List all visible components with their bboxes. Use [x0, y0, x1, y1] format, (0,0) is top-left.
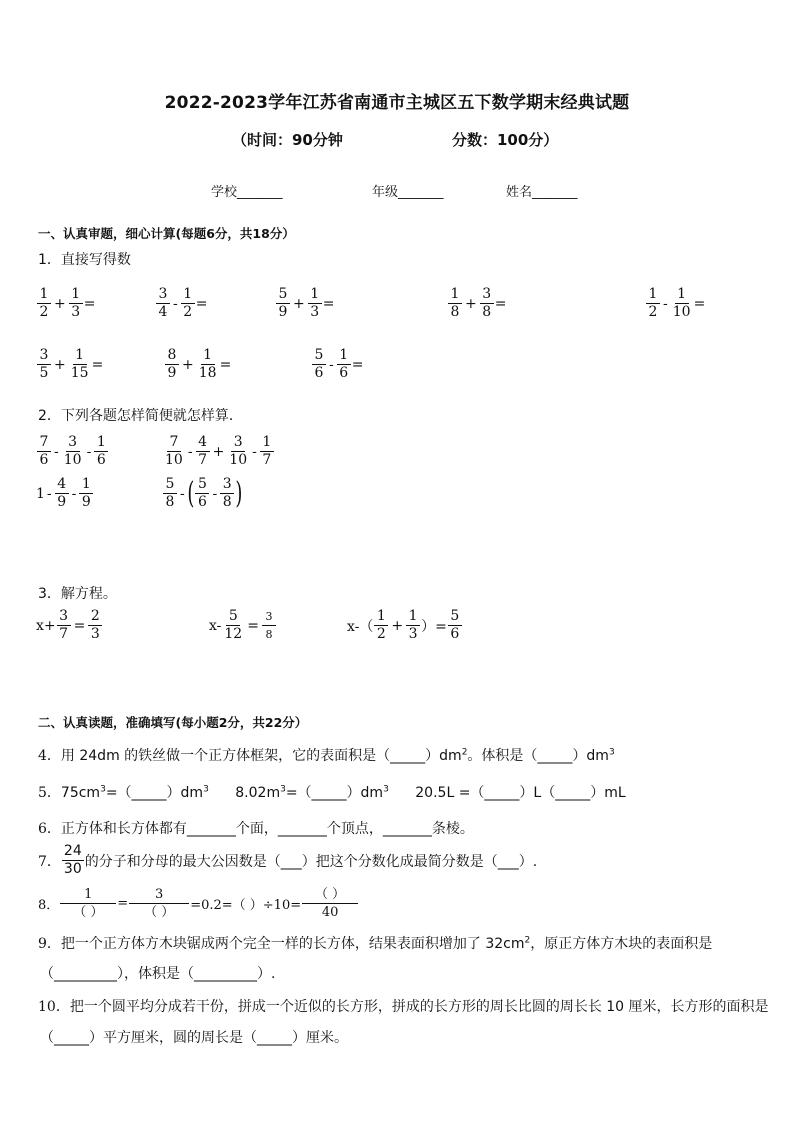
mental-math-item: $\frac{3}{5}$ + $\frac{1}{15}$ = [36, 347, 103, 382]
exam-time: （时间：90分钟 [232, 131, 343, 149]
question-5: 5．$75cm^3=(\_\_\_\_\_)dm^3$ $8.02m^3=(\_\_\_\_\_)dm^3$ 20.5L =（_____）L（_____）mL [38, 784, 626, 801]
section-2-heading: 二、认真读题，准确填写(每小题2分，共22分） [38, 715, 308, 730]
mental-math-item: $\frac{5}{9}$ + $\frac{1}{3}$ = [275, 286, 334, 321]
question-10: 10．把一个圆平均分成若干份，拼成一个近似的长方形，拼成的长方形的周长比圆的周长长 10 厘米，长方形的面积是 [38, 999, 769, 1015]
mental-math-item: $\frac{3}{4}$ - $\frac{1}{2}$ = [155, 286, 207, 321]
simplify-expression-1: $\frac{7}{6}$ - $\frac{3}{10}$ - $\frac{1}{6}$ [36, 434, 109, 469]
mental-math-item: $\frac{5}{6}$ - $\frac{1}{6}$ = [311, 347, 363, 382]
question-10-continued: （_____）平方厘米，圆的周长是（_____）厘米。 [40, 1030, 348, 1046]
mental-math-item: $\frac{1}{2}$ + $\frac{1}{3}$ = [36, 286, 95, 321]
school-field: 学校_______ [211, 185, 283, 200]
mental-math-item: $\frac{1}{8}$ + $\frac{3}{8}$ = [447, 286, 506, 321]
question-8: 8． $\frac{1}{( )}$ = $\frac{3}{( )}$ =0.2=（ ）÷10= $\frac{( )}{40}$ [38, 886, 359, 921]
exam-score: 分数：100分） [452, 131, 559, 149]
question-9: 9．把一个正方体方木块锯成两个完全一样的长方体，结果表面积增加了 $32cm^2$，原正方体方木块的表面积是 [38, 935, 713, 952]
simplify-expression-2: $\frac{7}{10}$ - $\frac{4}{7}$ + $\frac{3}{10}$ - $\frac{1}{7}$ [162, 434, 275, 469]
question-6: 6．正方体和长方体都有_______个面，_______个顶点，_______条棱。 [38, 821, 474, 837]
question-9-continued: （_________），体积是（_________）. [40, 966, 276, 982]
grade-field: 年级_______ [372, 185, 444, 200]
section-1-heading: 一、认真审题，细心计算(每题6分，共18分） [38, 226, 295, 241]
question-7: 7． $\frac{24}{30}$ 的分子和分母的最大公因数是（___）把这个分数化成最简分数是（___）. [38, 843, 538, 877]
question-3-label: 3．解方程。 [38, 586, 117, 602]
equation-3: x-（ $\frac{1}{2}$ + $\frac{1}{3}$ ）= $\frac{5}{6}$ [347, 608, 463, 643]
question-2-label: 2．下列各题怎样简便就怎样算． [38, 408, 243, 424]
equation-1: x+ $\frac{3}{7}$ = $\frac{2}{3}$ [36, 608, 103, 643]
name-field: 姓名_______ [506, 185, 578, 200]
question-1-label: 1．直接写得数 [38, 252, 131, 268]
mental-math-item: $\frac{1}{2}$ - $\frac{1}{10}$ = [645, 286, 705, 321]
page-title: 2022-2023学年江苏省南通市主城区五下数学期末经典试题 [164, 93, 630, 113]
equation-2: x- $\frac{5}{12}$ = $\frac{3}{8}$ [209, 608, 277, 643]
question-4: 4．用 24dm 的铁丝做一个正方体框架，它的表面积是$(\_\_\_\_\_)dm^2$。体积是$(\_\_\_\_\_)dm^3$ [38, 747, 615, 764]
mental-math-item: $\frac{8}{9}$ + $\frac{1}{18}$ = [164, 347, 231, 382]
simplify-expression-3: 1 - $\frac{4}{9}$ - $\frac{1}{9}$ [36, 476, 94, 511]
simplify-expression-4: $\frac{5}{8}$ - ( $\frac{5}{6}$ - $\frac{3}{8}$ ) [162, 476, 243, 511]
